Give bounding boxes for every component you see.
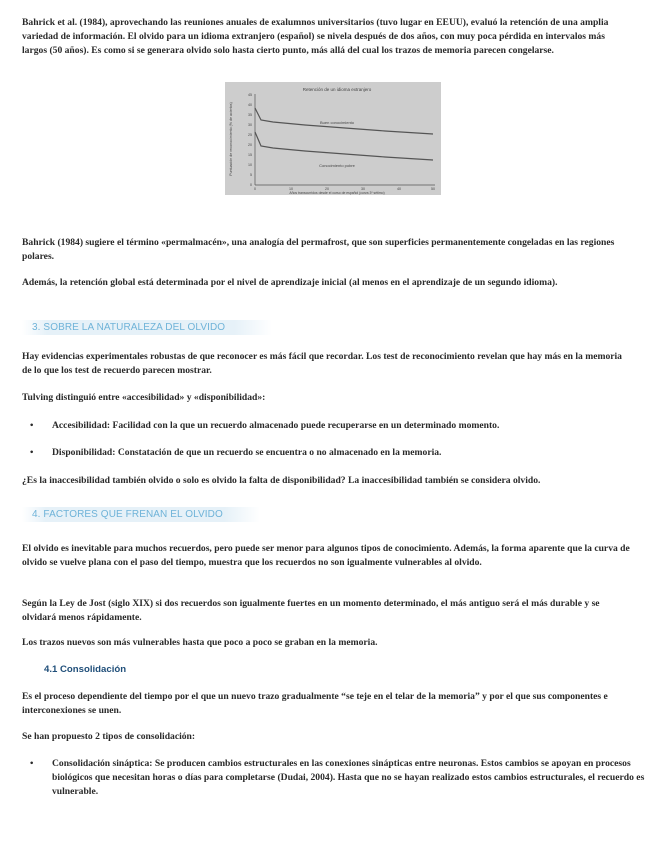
paragraph-tulving — [22, 391, 630, 405]
paragraph-bahrick-retention — [22, 16, 630, 58]
x-tick: 20 — [325, 187, 329, 191]
retention-figure — [225, 82, 441, 195]
paragraph-initial-learning — [22, 276, 630, 290]
paragraph-text: Además, la retención global está determinada por el nivel de aprendizaje inicial (al menos en el aprendizaje de un segundo idioma). — [22, 277, 558, 288]
paragraph-trazos-nuevos — [22, 636, 630, 650]
y-tick: 20 — [248, 143, 252, 147]
paragraph-consolidacion-def — [22, 690, 630, 718]
paragraph-text: Según la Ley de Jost (siglo XIX) si dos recuerdos son igualmente fuertes en un momento determinado, el más antiguo será el más durable y se olvidará menos rápidamente. — [22, 598, 600, 623]
y-tick: 10 — [248, 163, 252, 167]
bullet-disponibilidad — [30, 446, 650, 460]
y-tick: 5 — [250, 173, 252, 177]
y-tick: 45 — [248, 93, 252, 97]
y-tick: 15 — [248, 153, 252, 157]
paragraph-text: Es el proceso dependiente del tiempo por el que un nuevo trazo gradualmente “se teje en el telar de la memoria” y por el que sus componentes e interconexiones se unen. — [22, 691, 608, 716]
y-tick: 30 — [248, 123, 252, 127]
retention-chart — [225, 82, 441, 195]
paragraph-permalmacen — [22, 236, 630, 264]
paragraph-ley-jost — [22, 597, 630, 625]
bullet-marker: • — [30, 420, 34, 431]
bullet-marker: • — [30, 447, 34, 458]
bullet-consolidacion-sinaptica — [30, 757, 650, 799]
x-tick: 10 — [289, 187, 293, 191]
y-tick: 0 — [250, 183, 252, 187]
subsection-heading-4-1: 4.1 Consolidación — [44, 664, 127, 675]
bullet-text: Consolidación sináptica: Se producen cambios estructurales en las conexiones sinápticas entre neuronas. Estos cambios se apoyan en procesos biológicos que necesitan horas o días para completarse (Dudai, 2004). Hasta que no se hayan realizado estos cambios estructurales, el recuerdo es vulnerable. — [52, 758, 645, 797]
y-tick: 40 — [248, 103, 252, 107]
paragraph-text: El olvido es inevitable para muchos recuerdos, pero puede ser menor para algunos tipos de conocimiento. Además, la forma aparente que la curva de olvido se vuelve plana con el paso del tiempo, muestra que los recuerdos no son igualmente vulnerables al olvido. — [22, 543, 630, 568]
paragraph-text: Bahrick et al. (1984), aprovechando las reuniones anuales de exalumnos universitarios (tuvo lugar en EEUU), evaluó la retención de una amplia variedad de información. El olvido para un idioma extranjero (español) se nivela después de dos años, con muy poca pérdida en intervalos más largos (50 años). Es como si se generara olvido solo hasta cierto punto, más allá del cual los trazos de memoria parecen congelarse. — [22, 17, 609, 56]
paragraph-text: Los trazos nuevos son más vulnerables hasta que poco a poco se graban en la memoria. — [22, 637, 378, 648]
paragraph-text: Se han propuesto 2 tipos de consolidación: — [22, 731, 196, 742]
bullet-marker: • — [30, 758, 34, 769]
y-tick: 35 — [248, 113, 252, 117]
paragraph-inaccesibilidad — [22, 474, 630, 488]
paragraph-recognition — [22, 350, 630, 378]
x-tick: 0 — [254, 187, 256, 191]
x-tick: 40 — [397, 187, 401, 191]
paragraph-olvido-inevitable — [22, 542, 630, 570]
paragraph-tipos-consolidacion — [22, 730, 630, 744]
bullet-text: Accesibilidad: Facilidad con la que un recuerdo almacenado puede recuperarse en un determinado momento. — [52, 420, 500, 431]
y-tick: 25 — [248, 133, 252, 137]
paragraph-text: ¿Es la inaccesibilidad también olvido o solo es olvido la falta de disponibilidad? La inaccesibilidad también se considera olvido. — [22, 475, 541, 486]
x-tick: 30 — [361, 187, 365, 191]
section-heading-3: 3. SOBRE LA NATURALEZA DEL OLVIDO — [22, 320, 272, 335]
section-heading-4: 4. FACTORES QUE FRENAN EL OLVIDO — [22, 507, 260, 522]
chart-ylabel: Puntuación de reconocimiento (% de aciertos) — [229, 102, 233, 176]
paragraph-text: Hay evidencias experimentales robustas de que reconocer es más fácil que recordar. Los test de reconocimiento revelan que hay más en la memoria de lo que los test de recuerdo parecen mostrar. — [22, 351, 622, 376]
bullet-text: Disponibilidad: Constatación de que un recuerdo se encuentra o no almacenado en la memoria. — [52, 447, 442, 458]
series-label-poor: Conocimiento pobre — [319, 163, 355, 168]
series-label-good: Buen conocimiento — [319, 120, 355, 125]
bullet-accesibilidad — [30, 419, 650, 433]
chart-xlabel: Años transcurridos desde el curso de español (curva 3º sétimo) — [289, 191, 385, 195]
chart-title: Retención de un idioma extranjero — [302, 87, 372, 92]
paragraph-text: Tulving distinguió entre «accesibilidad» y «disponibilidad»: — [22, 392, 266, 403]
paragraph-text: Bahrick (1984) sugiere el término «permalmacén», una analogía del permafrost, que son superficies permanentemente congeladas en las regiones polares. — [22, 237, 615, 262]
x-tick: 50 — [431, 187, 435, 191]
